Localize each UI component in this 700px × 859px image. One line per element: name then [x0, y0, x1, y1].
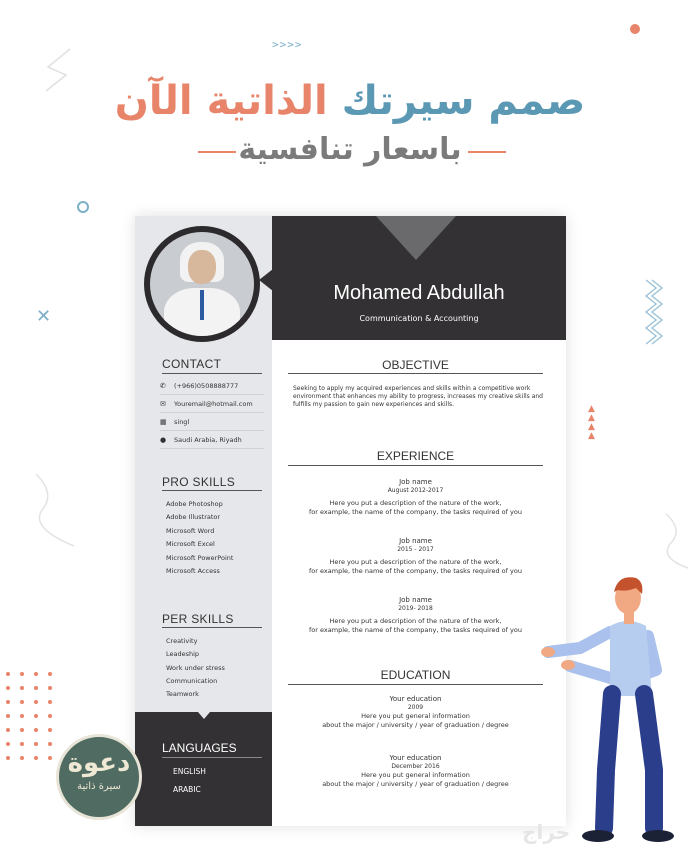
avatar-lanyard — [200, 290, 204, 320]
list-item: Microsoft PowerPoint — [166, 554, 234, 562]
list-item: Microsoft Word — [166, 527, 215, 535]
sidebar-notch — [198, 712, 210, 719]
promo-subheadline: باسعار تنافسية — [238, 132, 462, 167]
education-desc-line2: about the major / university / year of graduation / degree — [322, 720, 509, 729]
cv-name: Mohamed Abdullah — [333, 282, 505, 304]
list-item: Communication — [166, 677, 218, 685]
zigzag-decoration — [642, 278, 666, 350]
experience-entry — [288, 478, 543, 516]
objective-heading: OBJECTIVE — [382, 358, 449, 372]
person-icon: ● — [160, 436, 167, 444]
job-desc-line1: Here you put a description of the nature of the work, — [329, 617, 502, 625]
phone-icon: ✆ — [160, 382, 166, 390]
list-item: Microsoft Access — [166, 567, 220, 575]
per-skills-rule — [162, 627, 262, 628]
triangles-decoration: ▲ ▲ ▲ ▲ — [588, 404, 595, 441]
education-heading: EDUCATION — [380, 668, 451, 682]
header-chevron — [376, 216, 456, 260]
education-name: Your education — [389, 695, 442, 703]
job-dates: August 2012-2017 — [387, 486, 444, 494]
per-skills-heading: PER SKILLS — [162, 612, 234, 626]
job-desc-line2: for example, the name of the company, the tasks required of you — [309, 566, 522, 575]
languages-heading: LANGUAGES — [162, 741, 237, 755]
objective-text: Seeking to apply my acquired experiences and skills within a competitive work environment that enhances my ability to progress, increases my creative skills and fulfills my passion to gain new experiences and skills. — [293, 385, 543, 408]
job-desc-line1: Here you put a description of the nature of the work, — [329, 558, 502, 566]
calendar-icon: ▦ — [160, 418, 167, 426]
dot-grid-decoration — [6, 672, 62, 770]
promo-headline — [0, 78, 700, 124]
contact-rule — [162, 373, 262, 374]
education-entry — [288, 754, 543, 788]
wave-decoration-right — [660, 510, 694, 570]
divider-right — [468, 151, 506, 153]
job-dates: 2019- 2018 — [398, 604, 433, 612]
list-item: Work under stress — [166, 664, 225, 672]
logo-mark: دعوة — [67, 748, 131, 778]
education-entry — [288, 695, 543, 729]
headline-part2: الذاتية الآن — [114, 78, 328, 124]
education-name: Your education — [389, 754, 442, 762]
job-desc-line2: for example, the name of the company, the tasks required of you — [309, 507, 522, 516]
dot-decoration — [630, 24, 640, 34]
job-name: Job name — [399, 478, 432, 486]
list-item: Teamwork — [166, 690, 199, 698]
experience-entry — [288, 537, 543, 575]
job-dates: 2015 - 2017 — [397, 545, 434, 553]
email-icon: ✉ — [160, 400, 166, 408]
job-name: Job name — [399, 537, 432, 545]
experience-entry — [288, 596, 543, 634]
arrows-decoration: >>>> — [272, 38, 303, 51]
contact-phone: ✆ (+966)0508888777 — [160, 378, 264, 395]
ring-decoration — [77, 201, 89, 213]
squiggle-decoration — [40, 45, 80, 95]
pro-skills-rule — [162, 490, 262, 491]
cv-document — [135, 216, 566, 826]
headline-part1: صمم سيرتك — [341, 78, 586, 124]
list-item: Microsoft Excel — [166, 540, 215, 548]
job-desc-line2: for example, the name of the company, the tasks required of you — [309, 625, 522, 634]
languages-rule — [162, 757, 262, 758]
objective-rule — [288, 373, 543, 374]
avatar — [144, 226, 260, 342]
cross-decoration: ✕ — [36, 306, 52, 327]
education-desc-line2: about the major / university / year of graduation / degree — [322, 779, 509, 788]
list-item: Adobe Illustrator — [166, 513, 221, 521]
education-desc-line1: Here you put general information — [361, 712, 470, 720]
language-item: ENGLISH — [173, 767, 206, 776]
contact-email: ✉ Youremail@hotmail.com — [160, 396, 264, 413]
experience-heading: EXPERIENCE — [376, 449, 455, 463]
brand-logo — [56, 734, 142, 820]
language-item: ARABIC — [173, 785, 201, 794]
list-item: Leadeship — [166, 650, 200, 658]
education-desc-line1: Here you put general information — [361, 771, 470, 779]
cv-subtitle: Communication & Accounting — [359, 314, 479, 323]
job-name: Job name — [399, 596, 432, 604]
header-pointer — [259, 269, 273, 291]
job-desc-line1: Here you put a description of the nature of the work, — [329, 499, 502, 507]
watermark: حراج — [522, 820, 571, 844]
education-rule — [288, 684, 543, 685]
education-dates: 2009 — [407, 703, 424, 711]
list-item: Adobe Photoshop — [166, 500, 223, 508]
avatar-face — [188, 250, 216, 284]
education-dates: December 2016 — [391, 762, 440, 770]
wave-decoration — [30, 470, 80, 550]
pro-skills-heading: PRO SKILLS — [162, 475, 236, 489]
logo-caption: سيرة ذاتية — [77, 781, 121, 792]
contact-status: ▦ singl — [160, 414, 264, 431]
presenter-illustration — [540, 570, 680, 850]
contact-heading: CONTACT — [162, 357, 222, 371]
contact-location: ● Saudi Arabia, Riyadh — [160, 432, 264, 449]
experience-rule — [288, 465, 543, 466]
list-item: Creativity — [166, 637, 198, 645]
